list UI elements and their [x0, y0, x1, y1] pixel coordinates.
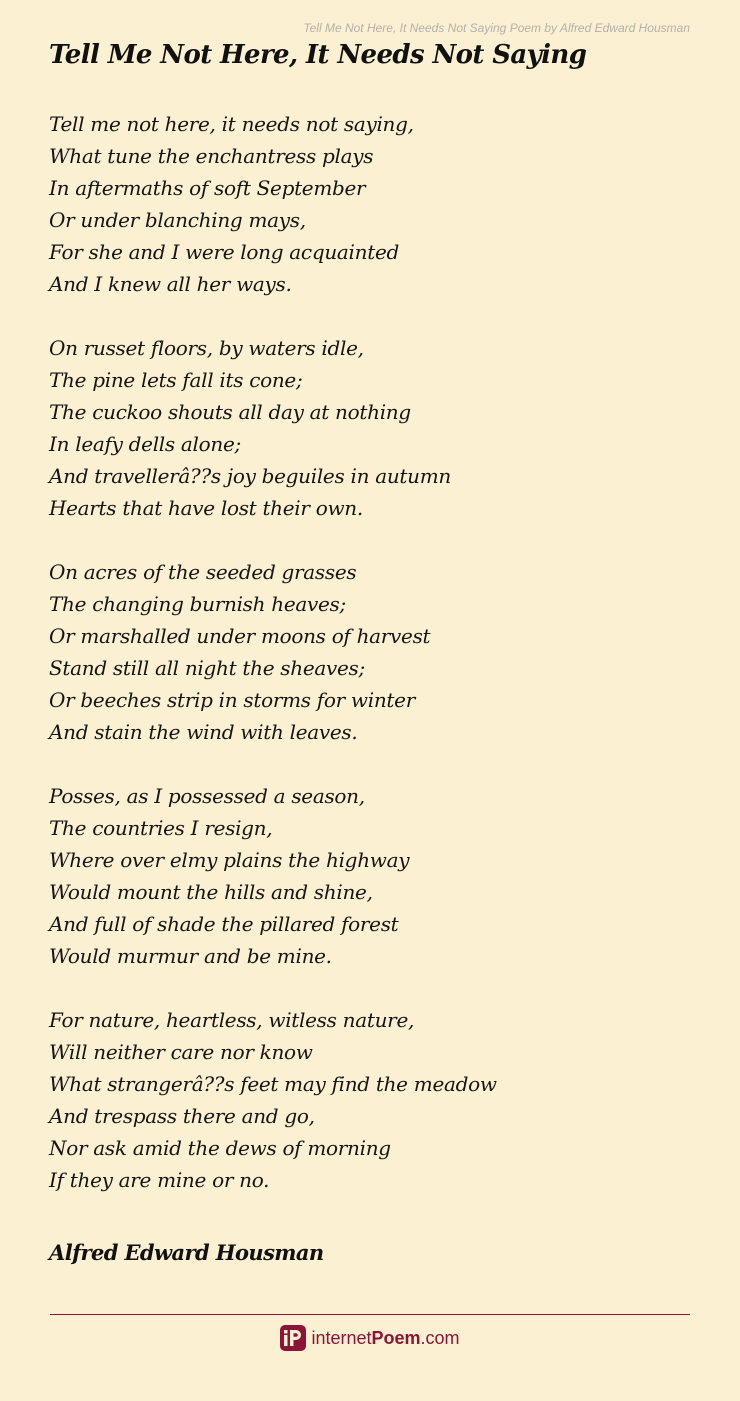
poem-line: The pine lets fall its cone; [49, 368, 303, 392]
poem-line: For she and I were long acquainted [49, 240, 399, 264]
poem-author: Alfred Edward Housman [49, 1240, 324, 1265]
poem-title: Tell Me Not Here, It Needs Not Saying [49, 40, 587, 70]
brand-link[interactable] [0, 1325, 740, 1351]
stanza [49, 1004, 709, 1196]
poem-line: Would murmur and be mine. [49, 944, 332, 968]
poem-line: What strangerâ??s feet may find the meadow [49, 1072, 497, 1096]
poem-line: In leafy dells alone; [49, 432, 241, 456]
internetpoem-logo-icon [280, 1325, 306, 1351]
poem-line: On acres of the seeded grasses [49, 560, 357, 584]
poem-line: Will neither care nor know [49, 1040, 313, 1064]
poem-line: Nor ask amid the dews of morning [49, 1136, 391, 1160]
brand-name [311, 1325, 459, 1351]
brand-name-domain: .com [420, 1328, 460, 1348]
poem-line: Hearts that have lost their own. [49, 496, 363, 520]
poem-line: The countries I resign, [49, 816, 273, 840]
poem-line: Or under blanching mays, [49, 208, 306, 232]
poem-line: And full of shade the pillared forest [49, 912, 399, 936]
poem-line: Stand still all night the sheaves; [49, 656, 365, 680]
poem-line: And stain the wind with leaves. [49, 720, 358, 744]
footer-divider [50, 1314, 690, 1315]
stanza [49, 332, 709, 524]
poem-line: In aftermaths of soft September [49, 176, 366, 200]
poem-line: And trespass there and go, [49, 1104, 315, 1128]
poem-line: If they are mine or no. [49, 1168, 270, 1192]
poem-body [49, 108, 709, 1228]
header-note: Tell Me Not Here, It Needs Not Saying Poem by Alfred Edward Housman [303, 21, 690, 35]
poem-line: Or marshalled under moons of harvest [49, 624, 431, 648]
poem-line: On russet floors, by waters idle, [49, 336, 364, 360]
stanza [49, 780, 709, 972]
poem-line: And travellerâ??s joy beguiles in autumn [49, 464, 451, 488]
poem-line: The changing burnish heaves; [49, 592, 346, 616]
poem-line: And I knew all her ways. [49, 272, 292, 296]
brand-name-poem: Poem [371, 1328, 421, 1348]
poem-line: What tune the enchantress plays [49, 144, 374, 168]
brand-name-internet: internet [311, 1328, 372, 1348]
poem-line: Tell me not here, it needs not saying, [49, 112, 414, 136]
poem-line: Posses, as I possessed a season, [49, 784, 365, 808]
poem-line: Where over elmy plains the highway [49, 848, 410, 872]
poem-line: Or beeches strip in storms for winter [49, 688, 415, 712]
stanza [49, 108, 709, 300]
poem-line: The cuckoo shouts all day at nothing [49, 400, 411, 424]
stanza [49, 556, 709, 748]
poem-line: For nature, heartless, witless nature, [49, 1008, 415, 1032]
poem-line: Would mount the hills and shine, [49, 880, 373, 904]
